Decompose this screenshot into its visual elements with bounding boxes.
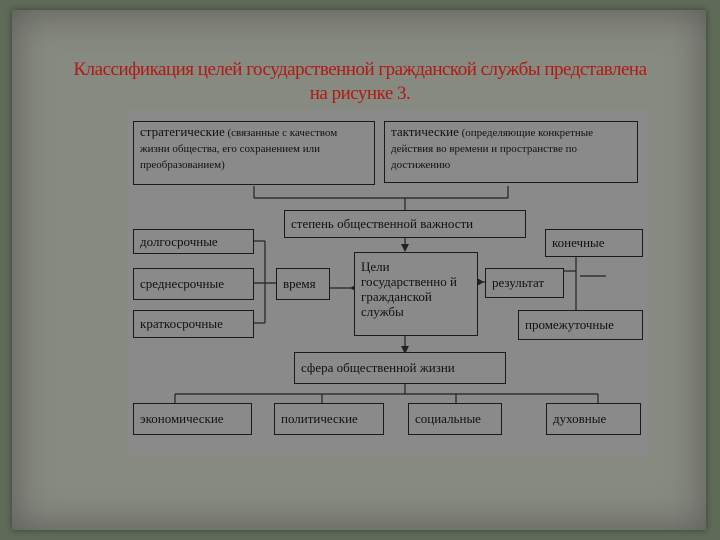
sphere-box [294,352,506,384]
political-box [274,403,384,435]
economic-label: экономические [140,411,224,426]
center-goals-label: Цели государственно й гражданской службы [361,259,457,319]
result-label: результат [492,275,545,290]
strategic-goals-label: стратегические [140,124,225,139]
medium-term-label: среднесрочные [140,276,224,291]
title-line-2: на рисунке 3. [309,83,411,104]
long-term-box [133,229,254,254]
political-label: политические [281,411,358,426]
intermediate-label: промежуточные [525,317,614,332]
title-line-1: Классификация целей государственной гражданской службы представлена [73,59,647,80]
social-label: социальные [415,411,481,426]
slide-title [0,58,720,106]
center-goals-box [354,252,478,336]
social-box [408,403,502,435]
short-term-box [133,310,254,338]
time-label: время [283,276,316,291]
spiritual-label: духовные [553,411,607,426]
importance-label: степень общественной важности [291,216,474,231]
spiritual-box [546,403,641,435]
final-box [545,229,643,257]
medium-term-box [133,268,254,300]
strategic-goals-box [133,121,375,185]
tactical-goals-box [384,121,638,183]
time-box [276,268,330,300]
importance-box [284,210,526,238]
strategic-goals-note: (связанные с качеством жизни общества, его сохранением или преобразованием) [140,127,338,171]
intermediate-box [518,310,643,340]
short-term-label: краткосрочные [140,316,223,331]
long-term-label: долгосрочные [140,234,218,249]
economic-box [133,403,252,435]
tactical-goals-note: (определяющие конкретные действия во времени и пространстве по достижению [391,127,593,171]
final-label: конечные [552,235,605,250]
sphere-label: сфера общественной жизни [301,360,455,375]
tactical-goals-label: тактические [391,124,459,139]
result-box [485,268,564,298]
